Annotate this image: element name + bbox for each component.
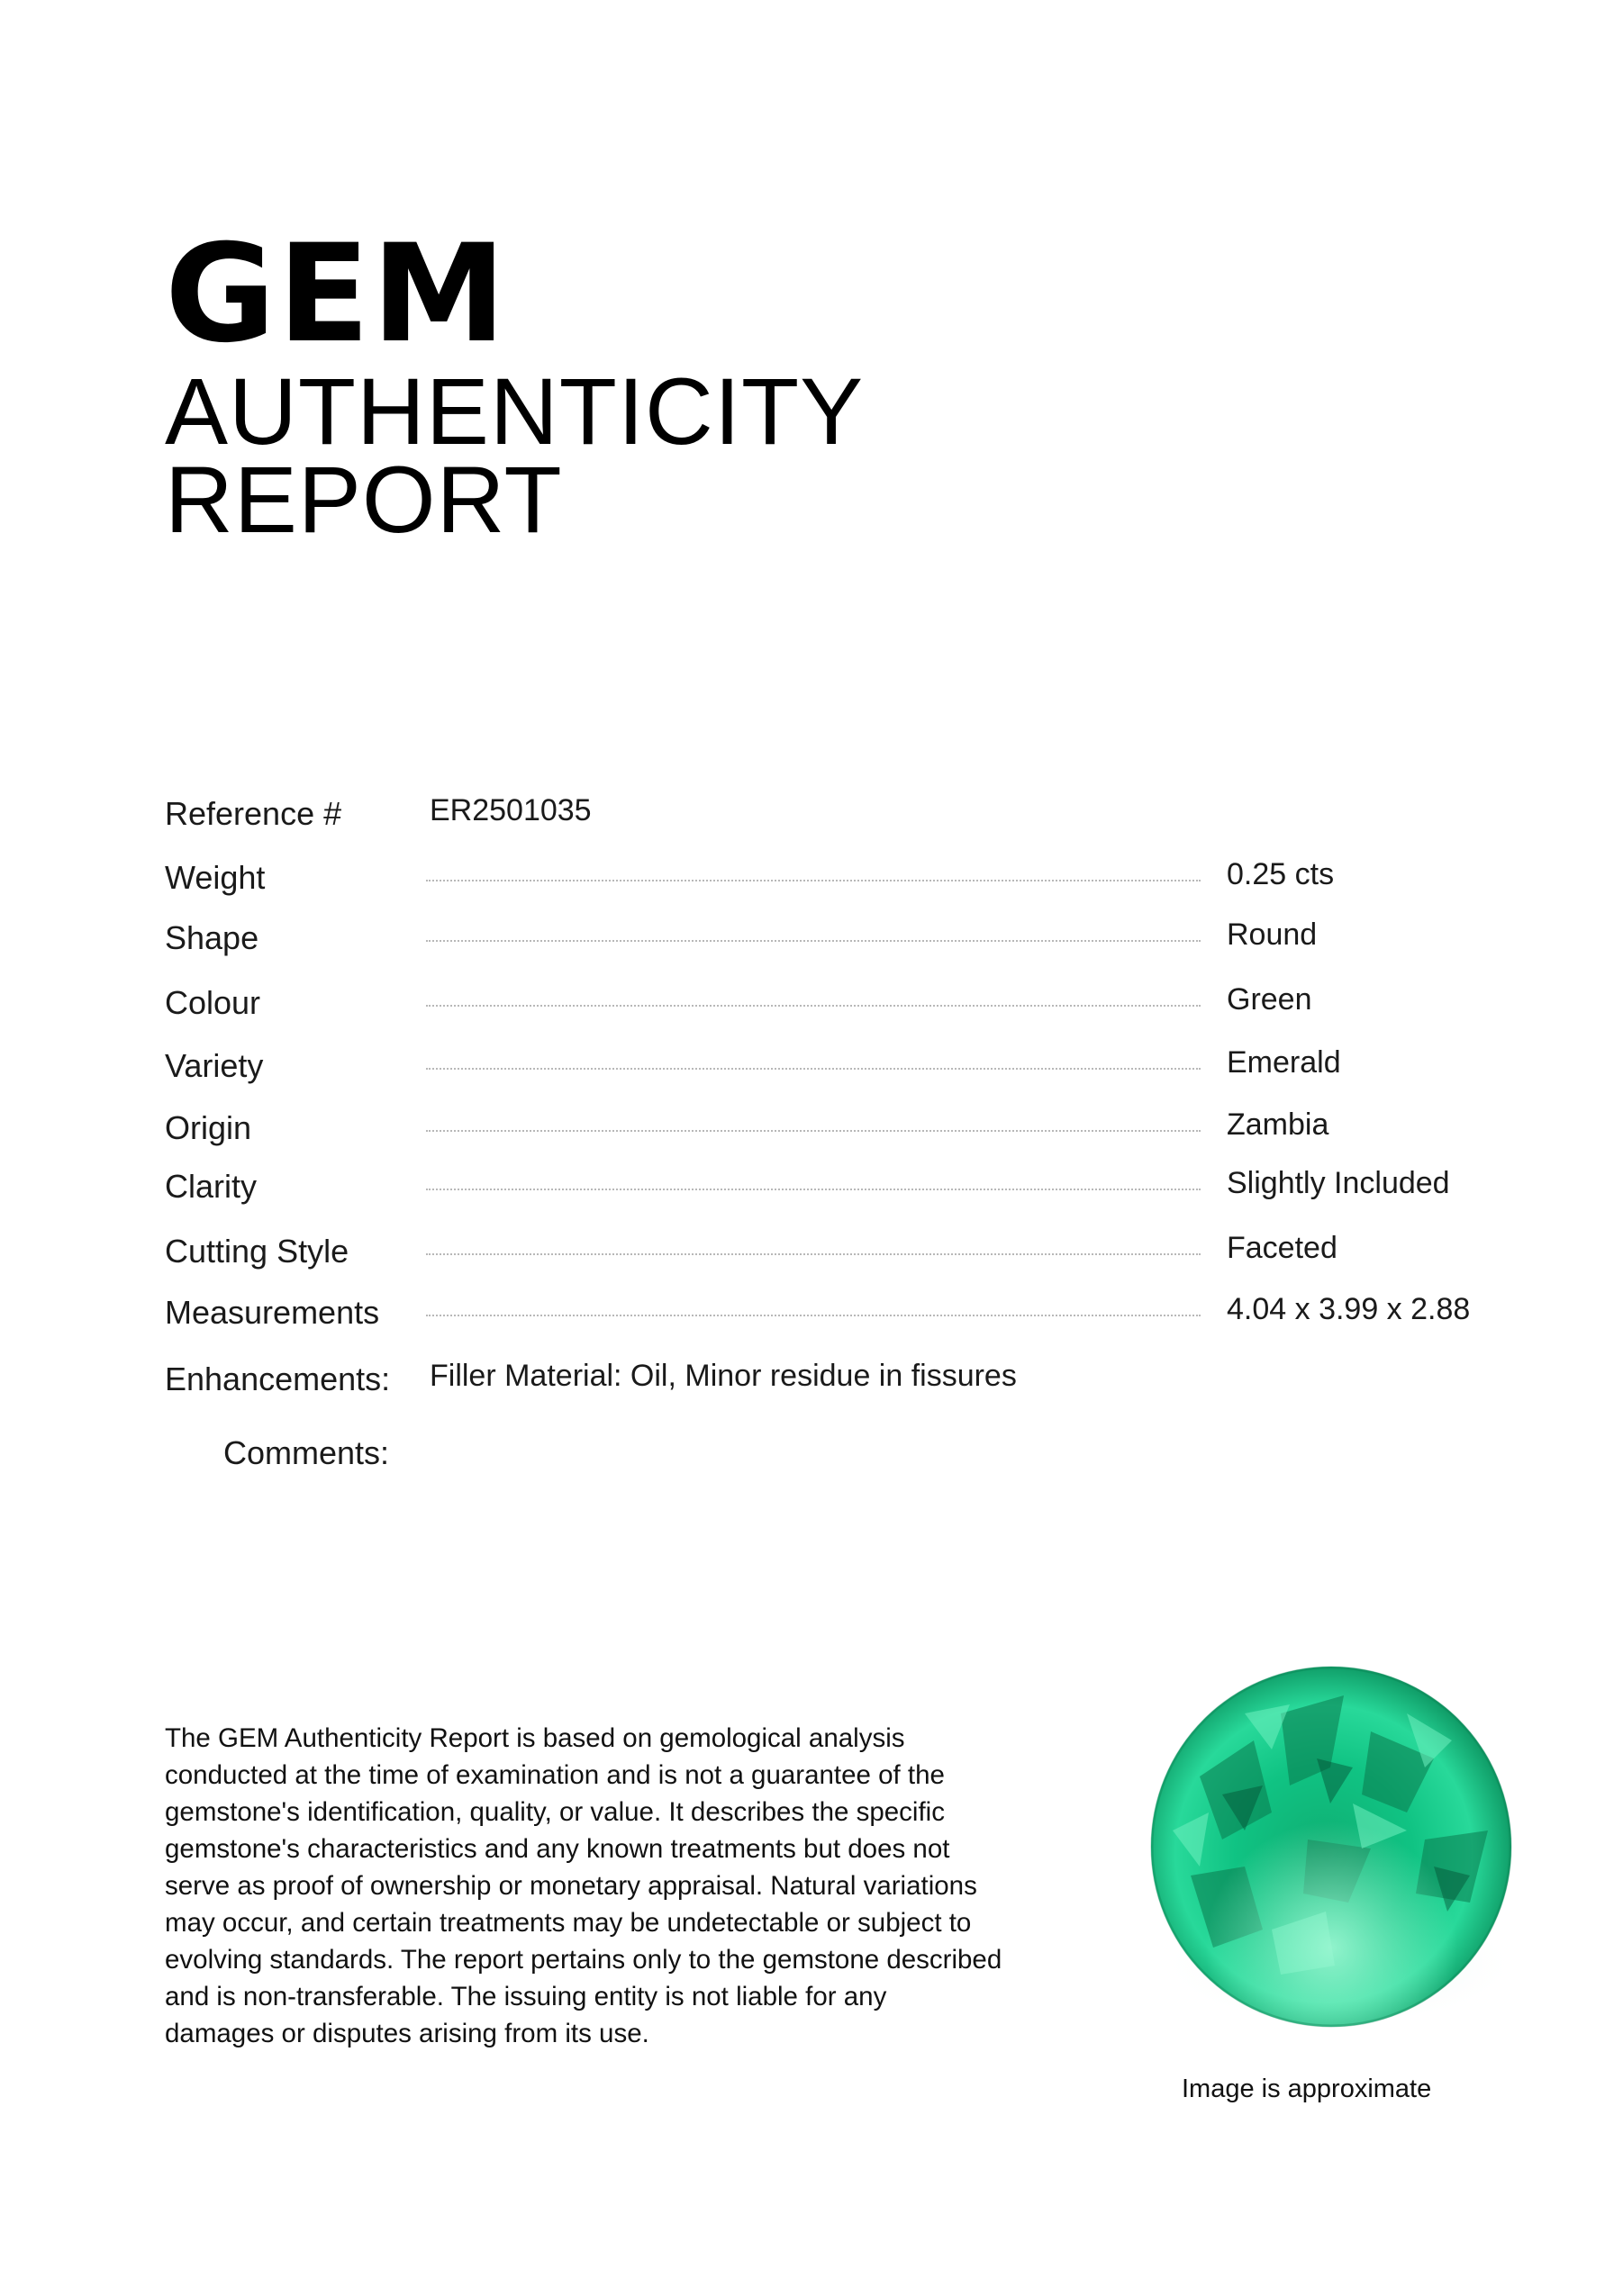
reference-label: Reference #: [165, 795, 342, 832]
dotted-leader: [426, 1253, 1201, 1255]
property-label: Variety: [165, 1047, 264, 1084]
property-value: Round: [1227, 917, 1318, 952]
report-brand: GEM: [165, 216, 508, 373]
dotted-leader: [426, 940, 1201, 942]
property-label: Cutting Style: [165, 1233, 349, 1270]
property-value: 4.04 x 3.99 x 2.88: [1227, 1292, 1471, 1326]
disclaimer-text: The GEM Authenticity Report is based on gemological analysis conducted at the time of examination and is not a guarantee of the gemstone's identification, quality, or value. It describes the specific gemstone's characteristics and any known treatments but does not serve as proof of ownership or monetary appraisal. Natural variations may occur, and certain treatments may be undetectable or subject to evolving standards. The report pertains only to the gemstone described and is non-transferable. The issuing entity is not liable for any damages or disputes arising from its use.: [165, 1723, 1002, 2048]
property-row-colour: [0, 983, 1623, 1028]
dotted-leader: [426, 1315, 1201, 1316]
property-row-origin: [0, 1108, 1623, 1153]
property-label: Origin: [165, 1109, 252, 1146]
dotted-leader: [426, 1005, 1201, 1007]
enhancements-row: [0, 1360, 1623, 1405]
reference-row: [0, 794, 1623, 839]
image-caption: Image is approximate: [1182, 2075, 1432, 2103]
property-value: Zambia: [1227, 1107, 1329, 1142]
report-title-line-2: REPORT: [165, 447, 563, 553]
property-value: Emerald: [1227, 1045, 1341, 1080]
dotted-leader: [426, 1130, 1201, 1132]
property-row-weight: [0, 858, 1623, 903]
property-row-variety: [0, 1046, 1623, 1091]
property-value: 0.25 cts: [1227, 857, 1335, 891]
property-label: Shape: [165, 919, 259, 956]
comments-label: Comments:: [223, 1434, 390, 1471]
property-row-cutting-style: [0, 1232, 1623, 1277]
reference-value: ER2501035: [430, 793, 592, 827]
property-row-shape: [0, 918, 1623, 963]
property-value: Slightly Included: [1227, 1166, 1450, 1200]
enhancements-value: Filler Material: Oil, Minor residue in fissures: [430, 1359, 1017, 1393]
property-label: Weight: [165, 859, 266, 896]
report-title-line-1: AUTHENTICITY: [165, 359, 865, 465]
dotted-leader: [426, 1189, 1201, 1190]
enhancements-label: Enhancements:: [165, 1360, 391, 1397]
dotted-leader: [426, 880, 1201, 881]
property-row-clarity: [0, 1167, 1623, 1212]
property-row-measurements: [0, 1293, 1623, 1338]
property-label: Colour: [165, 984, 261, 1021]
property-label: Measurements: [165, 1294, 380, 1331]
emerald-image: [1137, 1659, 1538, 2038]
property-label: Clarity: [165, 1168, 258, 1205]
dotted-leader: [426, 1068, 1201, 1070]
property-value: Faceted: [1227, 1231, 1337, 1265]
property-value: Green: [1227, 982, 1312, 1017]
